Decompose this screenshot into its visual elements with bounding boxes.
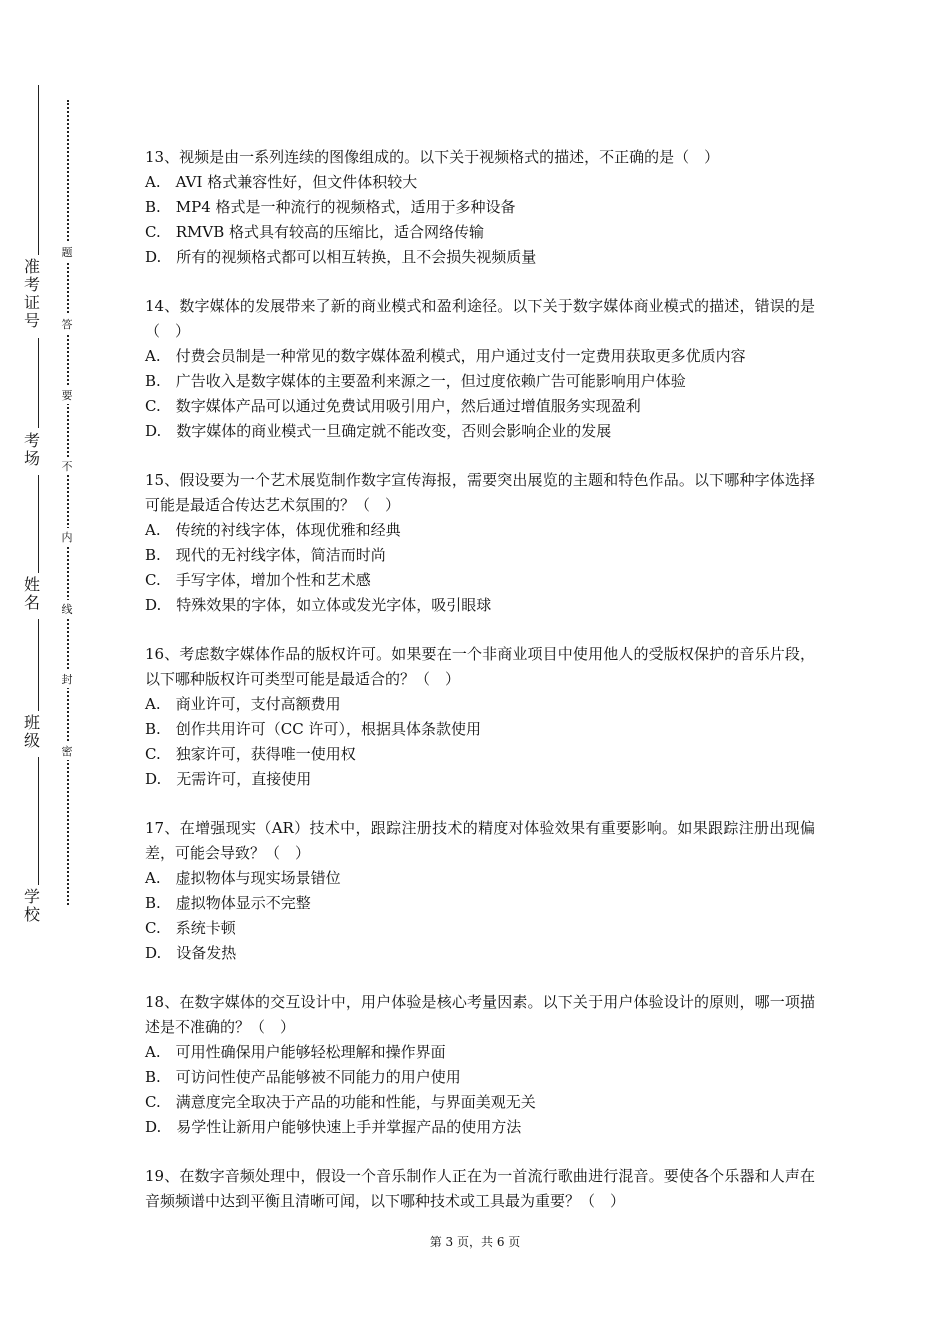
seal-dotted-line — [67, 100, 69, 905]
option-a: A. 商业许可，支付高额费用 — [145, 695, 341, 713]
question-stem: 17、在增强现实（AR）技术中，跟踪注册技术的精度对体验效果有重要影响。如果跟踪注册出现偏差，可能会导致？（ ） — [145, 819, 815, 862]
option-d: D. 无需许可，直接使用 — [145, 770, 312, 788]
question-18 — [145, 990, 815, 1140]
field-exam-id-label: 准考证号 — [23, 257, 40, 330]
option-b: B. 可访问性使产品能够被不同能力的用户使用 — [145, 1068, 461, 1086]
field-rule — [38, 338, 39, 428]
seal-char: 密 — [60, 742, 74, 760]
page-footer: 第 3 页，共 6 页 — [429, 1235, 521, 1249]
question-stem: 15、假设要为一个艺术展览制作数字宣传海报，需要突出展览的主题和特色作品。以下哪种字体选择可能是最适合传达艺术氛围的？（ ） — [145, 471, 815, 514]
field-rule — [38, 475, 39, 573]
option-b: B. 创作共用许可（CC 许可），根据具体条款使用 — [145, 720, 482, 738]
question-list — [145, 145, 815, 1214]
field-rule — [38, 619, 39, 711]
option-d: D. 设备发热 — [145, 944, 237, 962]
seal-char: 题 — [60, 243, 74, 261]
question-13 — [145, 145, 815, 270]
option-a: A. 传统的衬线字体，体现优雅和经典 — [145, 521, 401, 539]
question-stem: 13、视频是由一系列连续的图像组成的。以下关于视频格式的描述，不正确的是（ ） — [145, 148, 720, 166]
option-a: A. 可用性确保用户能够轻松理解和操作界面 — [145, 1043, 446, 1061]
option-d: D. 特殊效果的字体，如立体或发光字体，吸引眼球 — [145, 596, 492, 614]
option-d: D. 数字媒体的商业模式一旦确定就不能改变，否则会影响企业的发展 — [145, 422, 612, 440]
option-b: B. 虚拟物体显示不完整 — [145, 894, 311, 912]
option-c: C. 系统卡顿 — [145, 919, 236, 937]
seal-char: 内 — [60, 528, 74, 546]
question-19 — [145, 1164, 815, 1214]
option-a: A. AVI 格式兼容性好，但文件体积较大 — [145, 173, 418, 191]
option-c: C. RMVB 格式具有较高的压缩比，适合网络传输 — [145, 223, 484, 241]
seal-char: 线 — [60, 600, 74, 618]
question-15 — [145, 468, 815, 618]
option-b: B. MP4 格式是一种流行的视频格式，适用于多种设备 — [145, 198, 516, 216]
option-a: A. 付费会员制是一种常见的数字媒体盈利模式，用户通过支付一定费用获取更多优质内容 — [145, 347, 746, 365]
option-b: B. 现代的无衬线字体，简洁而时尚 — [145, 546, 386, 564]
option-c: C. 满意度完全取决于产品的功能和性能，与界面美观无关 — [145, 1093, 536, 1111]
seal-char: 要 — [60, 386, 74, 404]
question-16 — [145, 642, 815, 792]
option-c: C. 数字媒体产品可以通过免费试用吸引用户，然后通过增值服务实现盈利 — [145, 397, 641, 415]
field-rule — [38, 85, 39, 255]
option-c: C. 独家许可，获得唯一使用权 — [145, 745, 356, 763]
seal-char: 封 — [60, 670, 74, 688]
field-name-label: 姓名 — [23, 575, 40, 612]
option-b: B. 广告收入是数字媒体的主要盈利来源之一，但过度依赖广告可能影响用户体验 — [145, 372, 686, 390]
field-rule — [38, 757, 39, 885]
field-school-label: 学校 — [23, 887, 40, 924]
field-room-label: 考场 — [23, 431, 40, 468]
option-c: C. 手写字体，增加个性和艺术感 — [145, 571, 371, 589]
option-d: D. 所有的视频格式都可以相互转换，且不会损失视频质量 — [145, 248, 537, 266]
option-a: A. 虚拟物体与现实场景错位 — [145, 869, 341, 887]
option-d: D. 易学性让新用户能够快速上手并掌握产品的使用方法 — [145, 1118, 522, 1136]
question-stem: 14、数字媒体的发展带来了新的商业模式和盈利途径。以下关于数字媒体商业模式的描述，错误的是（ ） — [145, 297, 815, 340]
question-14 — [145, 294, 815, 444]
seal-char: 答 — [60, 315, 74, 333]
question-17 — [145, 816, 815, 966]
seal-char: 不 — [60, 457, 74, 475]
question-stem: 16、考虑数字媒体作品的版权许可。如果要在一个非商业项目中使用他人的受版权保护的音乐片段，以下哪种版权许可类型可能是最适合的？（ ） — [145, 645, 815, 688]
question-stem: 18、在数字媒体的交互设计中，用户体验是核心考量因素。以下关于用户体验设计的原则，哪一项描述是不准确的？（ ） — [145, 993, 815, 1036]
question-stem: 19、在数字音频处理中，假设一个音乐制作人正在为一首流行歌曲进行混音。要使各个乐器和人声在音频频谱中达到平衡且清晰可闻，以下哪种技术或工具最为重要？（ ） — [145, 1167, 815, 1210]
field-class-label: 班级 — [23, 713, 40, 750]
